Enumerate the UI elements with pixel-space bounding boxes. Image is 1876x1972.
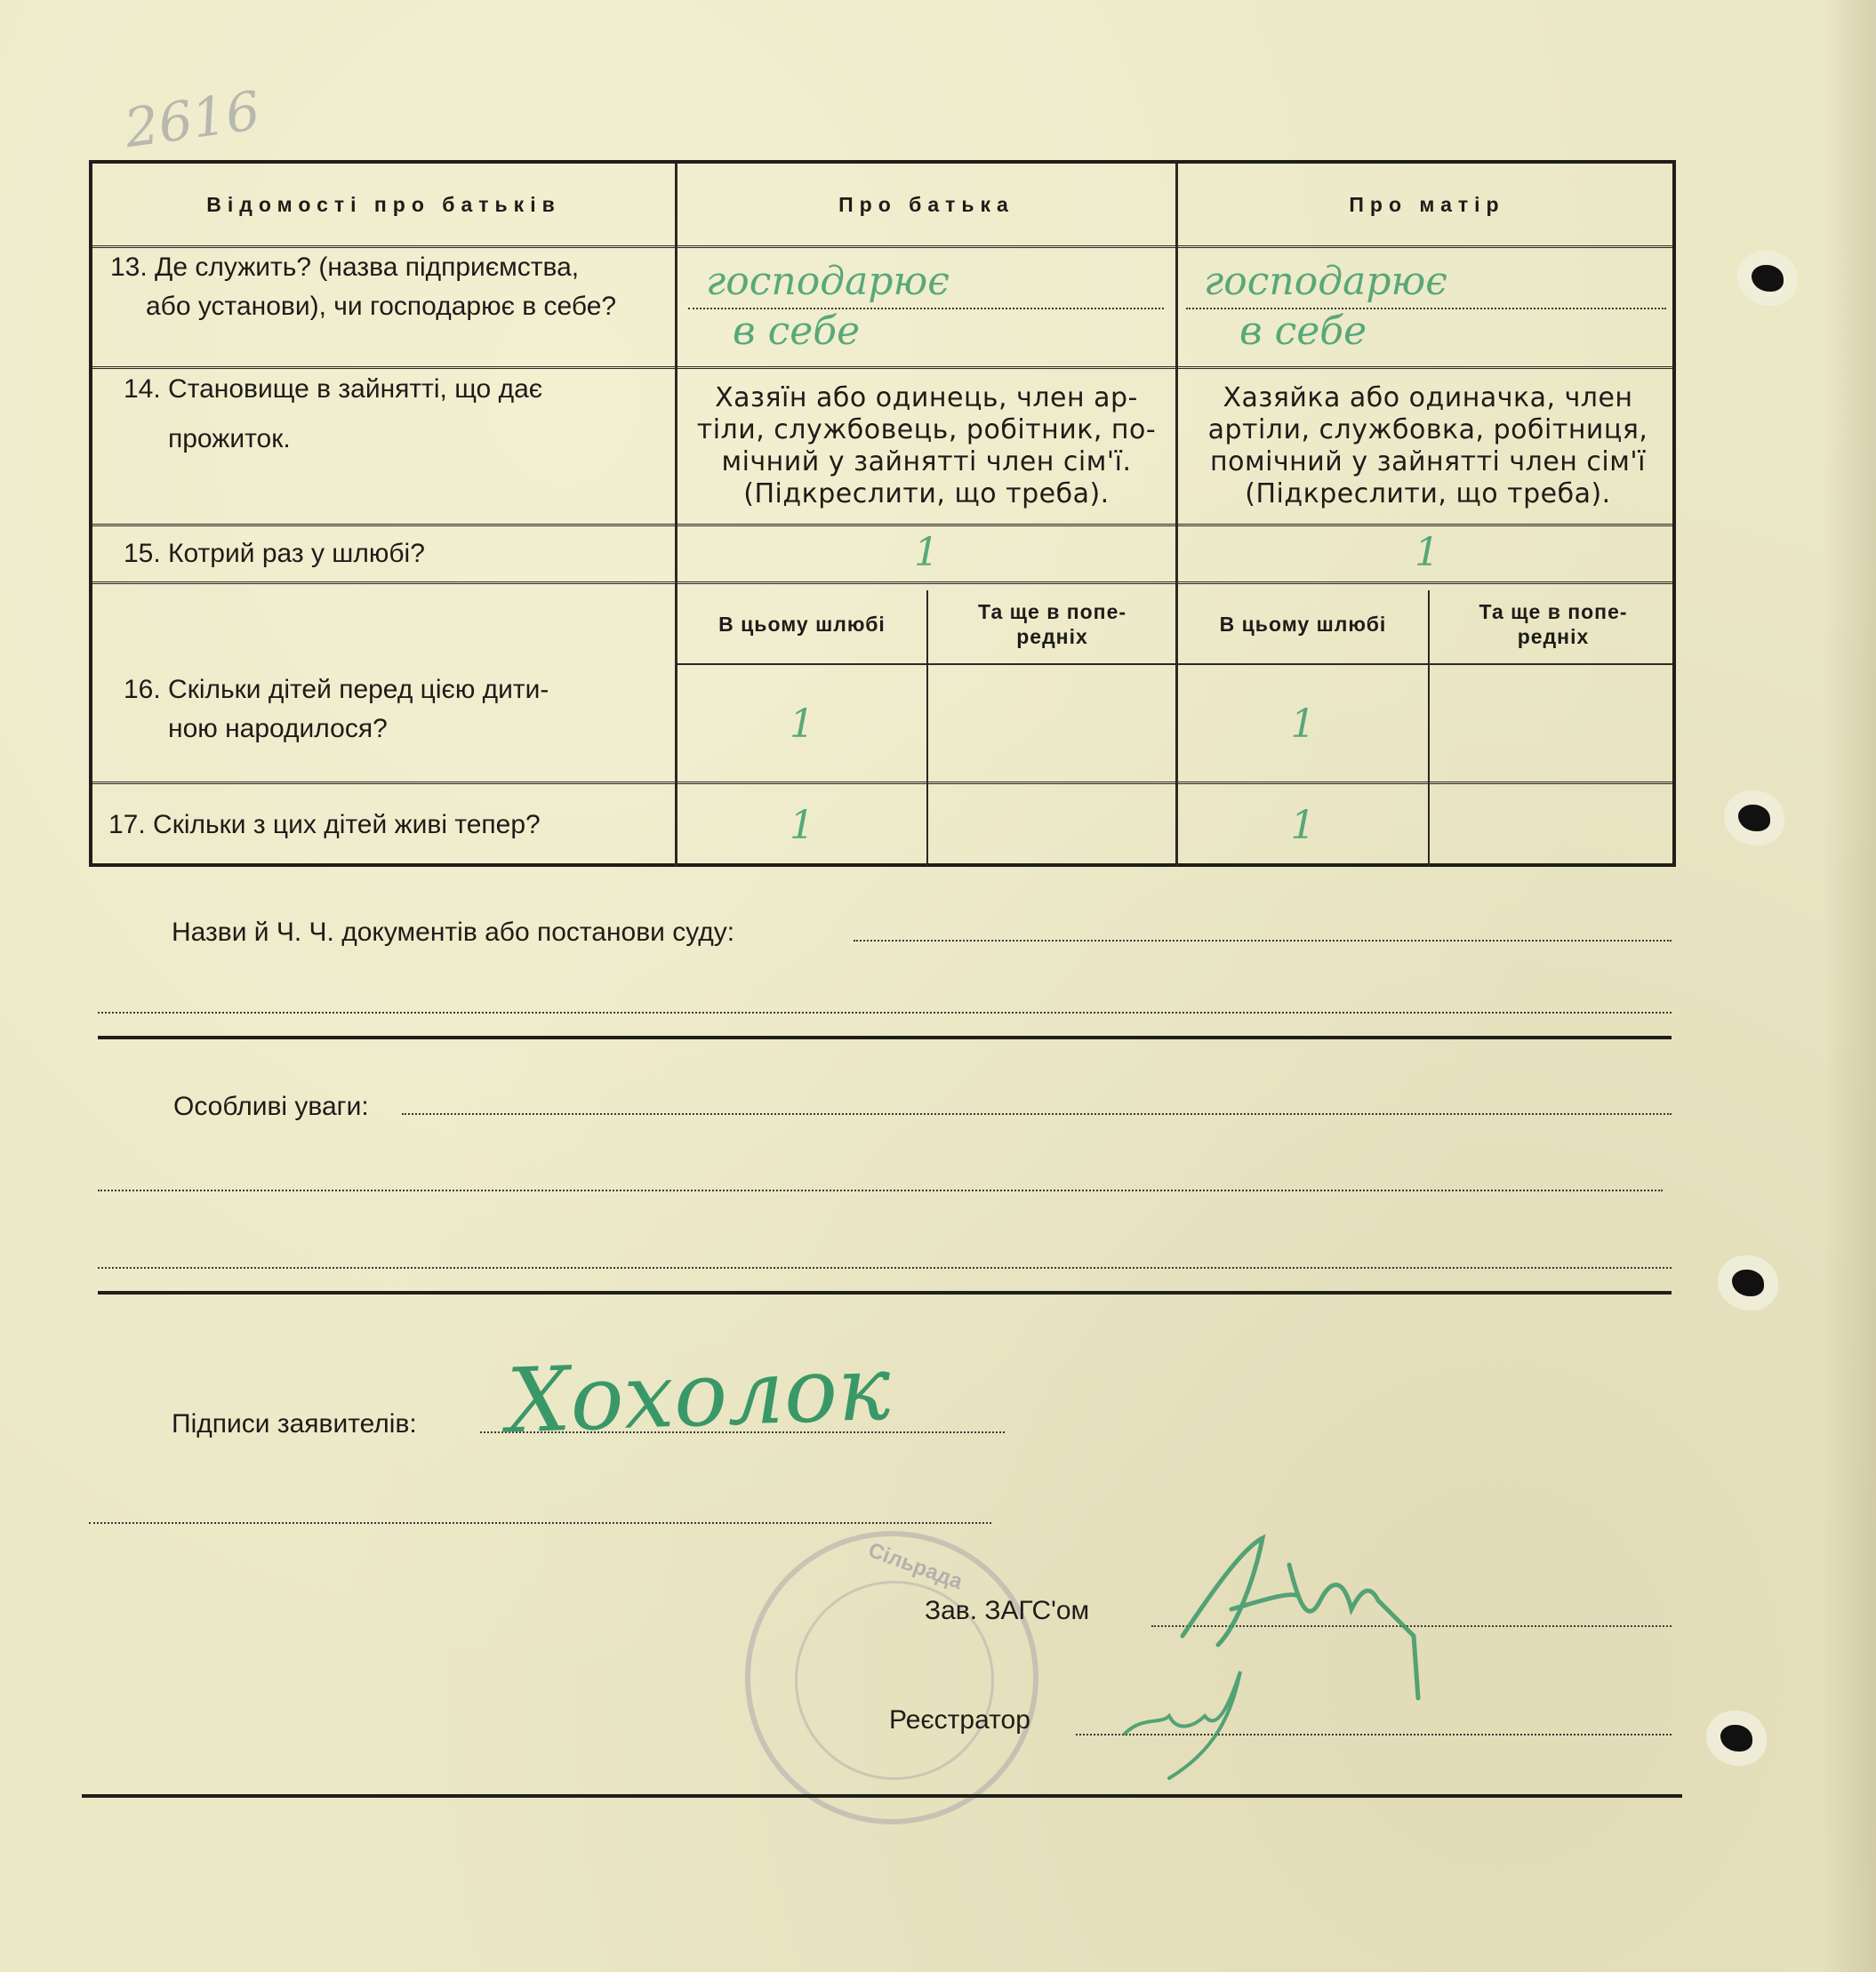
question-16-line1: 16. Скільки дітей перед цією дити- (124, 675, 549, 704)
father-17-this: 1 (790, 802, 814, 848)
documents-rule (98, 1036, 1672, 1039)
mother-14-line2: артіли, службовка, робітниця, (1207, 414, 1648, 445)
mother-13-answer-2: в себе (1239, 308, 1367, 354)
father-14-line4: (Підкреслити, що треба). (743, 478, 1110, 509)
registrar-signature (1116, 1663, 1276, 1787)
bottom-rule (82, 1794, 1682, 1798)
father-subheader-previous (929, 584, 1175, 663)
mother-14-line4: (Підкреслити, що треба). (1245, 478, 1611, 509)
father-15-answer: 1 (914, 530, 939, 575)
question-13 (110, 248, 670, 366)
parents-info-table (89, 160, 1676, 867)
applicants-line-2 (89, 1522, 991, 1524)
zags-head-label: Зав. ЗАГС'ом (925, 1596, 1090, 1625)
table-subcol-divider-father (926, 590, 928, 867)
mother-subheader-previous-line2: редніх (1517, 624, 1590, 648)
father-14-line2: тіли, службовець, робітник, по- (696, 414, 1157, 445)
question-14 (124, 370, 670, 521)
applicants-signature: Хохолок (505, 1335, 893, 1454)
question-16 (124, 670, 670, 779)
remarks-line-3 (98, 1267, 1672, 1269)
applicants-label: Підписи заявителів: (172, 1409, 417, 1439)
question-13-line1: 13. Де служить? (назва підприємства, (110, 253, 580, 282)
mother-16-this: 1 (1290, 701, 1316, 747)
mother-17-this: 1 (1290, 802, 1316, 848)
father-13-answer-2: в себе (733, 308, 861, 354)
question-17: 17. Скільки з цих дітей живі тепер? (108, 810, 541, 839)
father-subheader-this: В цьому шлюбі (718, 612, 886, 636)
header-mother: Про матір (1349, 192, 1505, 216)
father-subheader-previous-line2: редніх (1016, 624, 1088, 648)
father-14-line3: мічний у зайнятті член сім'ї. (721, 446, 1132, 477)
subheader-divider (675, 663, 1672, 665)
header-info: Відомості про батьків (206, 192, 561, 216)
mother-15-answer: 1 (1415, 530, 1439, 575)
documents-label: Назви й Ч. Ч. документів або постанови суду: (172, 918, 735, 947)
remarks-line-2 (98, 1190, 1663, 1191)
remarks-line-1 (402, 1113, 1672, 1115)
question-15: 15. Котрий раз у шлюбі? (124, 539, 425, 568)
stamp-text: Сільрада (864, 1537, 966, 1595)
question-16-line2: ною народилося? (168, 714, 388, 743)
mother-14-line3: помічний у зайнятті член сім'ї (1210, 446, 1646, 477)
registrar-label: Реєстратор (889, 1705, 1030, 1735)
father-14-line1: Хазяїн або одинець, член ар- (715, 382, 1138, 413)
archive-number: 2616 (120, 79, 264, 161)
documents-line-2 (98, 1012, 1672, 1014)
mother-subheader-previous (1431, 584, 1676, 663)
remarks-label: Особливі уваги: (173, 1092, 369, 1121)
mother-subheader-previous-line1: Та ще в попе- (1479, 599, 1628, 623)
mother-14-line1: Хазяйка або одиначка, член (1223, 382, 1633, 413)
table-subcol-divider-mother (1428, 590, 1430, 867)
question-13-line2: або установи), чи господарює в себе? (146, 292, 617, 321)
father-subheader-previous-line1: Та ще в попе- (977, 599, 1127, 623)
paper-edge (1823, 0, 1876, 1972)
mother-13-answer-1: господарює (1204, 258, 1447, 304)
official-stamp (745, 1531, 1038, 1824)
father-14-options (681, 370, 1172, 523)
question-14-line2: прожиток. (168, 424, 291, 453)
question-14-line1: 14. Становище в зайнятті, що дає (124, 374, 543, 404)
documents-line-1 (854, 940, 1672, 942)
mother-subheader-this: В цьому шлюбі (1219, 612, 1387, 636)
father-16-this: 1 (790, 701, 814, 747)
remarks-rule (98, 1291, 1672, 1295)
row-divider-13 (92, 366, 1672, 369)
father-13-answer-1: господарює (706, 258, 950, 304)
header-father: Про батька (838, 192, 1014, 216)
mother-14-options (1181, 370, 1675, 523)
